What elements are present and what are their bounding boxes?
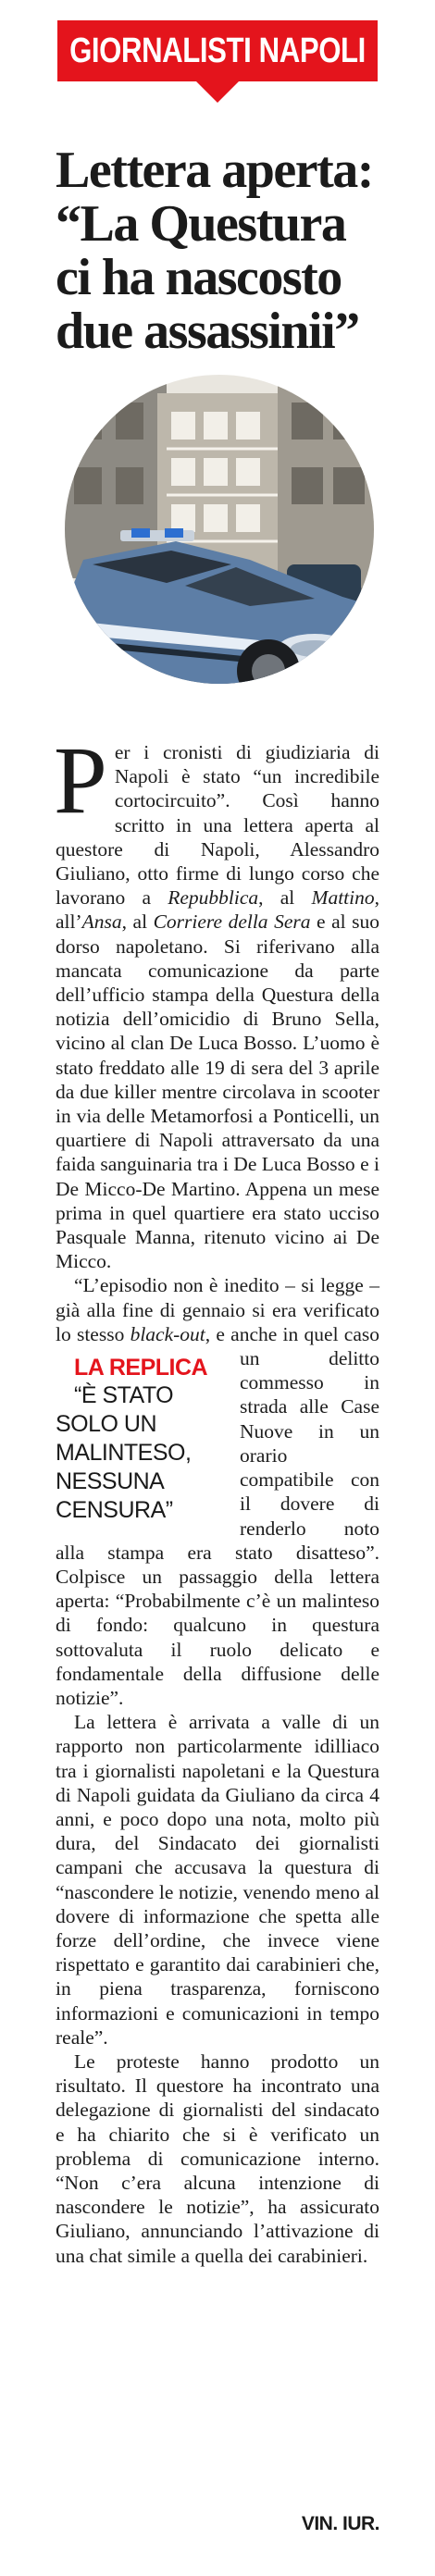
article-paragraph: [54, 727, 379, 1273]
article-text: , al: [258, 886, 312, 910]
headline-line: Lettera aperta:: [56, 142, 373, 199]
newspaper-name: Repubblica: [168, 886, 259, 910]
article-text: er i cronisti di giudiziaria di Napoli è stato “un incredibile cortocircuito”. Così hanno scritto in una lettera aperta al questore di Napoli, Alessandro Giuliano, otto firme di lungo corso che lavorano a: [56, 741, 379, 910]
headline-line: “La Questura: [56, 195, 346, 253]
police-car-photo-illustration: [65, 375, 374, 684]
headline-line: ci ha nascosto: [56, 249, 342, 306]
article-text: , e anche in quel caso un delitto commesso in strada alle Case Nuove in un orario compatibile con il dovere di renderlo noto alla stampa era stato disatteso”. Colpisce un passaggio della lettera aperta: “Probabilmente c’è un malinteso di fondo: qualcuno in questura sottovaluta il ruolo delicato e fondamentale della diffusione delle notizie”.: [56, 1322, 379, 1709]
headline: [56, 143, 407, 358]
article-text: e al suo dorso napoletano. Si riferivano alla mancata comunicazione da parte dell’ufficio stampa della Questura della notizia dell’omicidio di Bruno Sella, vicino al clan De Luca Bosso. L’uomo è stato freddato alle 19 di sera del 3 aprile da due killer mentre circolava in scooter in via delle Metamorfosi a Ponticelli, un quartiere di Napoli attraversato da una faida sanguinaria tra i De Luca Bosso e i De Micco-De Martino. Appena un mese prima in quel quartiere era stato ucciso Pasquale Manna, ritenuto vicino ai De Micco.: [56, 910, 379, 1273]
police-car-photo: [65, 375, 374, 684]
newspaper-name: Ansa: [81, 910, 122, 934]
section-banner: [57, 20, 378, 81]
pull-quote: [56, 1354, 227, 1525]
drop-cap: P: [54, 727, 107, 834]
article-text: , al: [121, 910, 154, 934]
headline-line: due assassinii”: [56, 303, 359, 360]
pull-quote-text: “È STATO SOLO UN MALINTESO, NESSUNA CENSURA”: [56, 1382, 192, 1524]
article-text: , all’: [56, 886, 379, 934]
article-paragraph: La lettera è arrivata a valle di un rapporto non particolarmente idilliaco tra i giornalisti napoletani e la Questura di Napoli guidata da Giuliano da circa 4 anni, e poco dopo una nota, molto più dura, del Sindacato dei giornalisti campani che accusava la questura di “nascondere le notizie, venendo meno al dovere di informazione che spetta alle forze dell’ordine, che invece viene rispettato e garantito dai carabinieri che, in piena trasparenza, forniscono informazioni e comunicazioni in tempo reale”.: [56, 1711, 379, 2049]
pull-quote-label: LA REPLICA: [74, 1355, 208, 1381]
section-banner-label: GIORNALISTI NAPOLI: [69, 31, 366, 70]
banner-pointer: [196, 81, 239, 103]
author-signature: VIN. IUR.: [301, 2513, 379, 2534]
emphasis-term: black-out: [130, 1322, 205, 1345]
article-paragraph: [56, 1273, 379, 1710]
newspaper-name: Corriere della Sera: [153, 910, 311, 934]
article-text: “L’episodio non è inedito – si legge – già alla fine di gennaio si era verificato lo stesso: [56, 1274, 379, 1345]
article-paragraph: Le proteste hanno prodotto un risultato. Il questore ha incontrato una delegazione di giornalisti del sindacato e ha chiarito che si è verificato un problema di comunicazione interno. “Non c’era alcuna intenzione di nascondere le notizie”, ha assicurato Giuliano, annunciando l’attivazione di una chat simile a quella dei carabinieri.: [56, 2050, 379, 2267]
article-body: [54, 727, 379, 2268]
newspaper-name: Mattino: [311, 886, 375, 910]
